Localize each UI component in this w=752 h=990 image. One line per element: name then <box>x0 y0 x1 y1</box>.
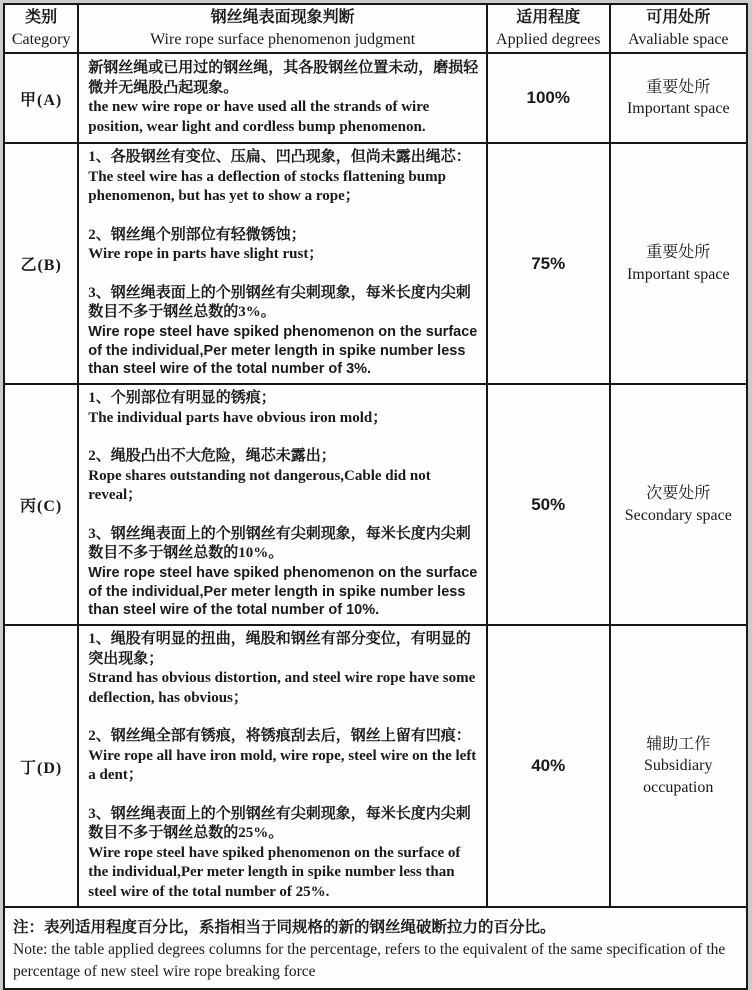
judgment-cell <box>78 143 487 384</box>
header-row <box>4 4 747 53</box>
judgment-line: The individual parts have obvious iron mold； <box>88 409 388 426</box>
judgment-line: 1、个别部位有明显的锈痕； <box>88 390 276 407</box>
table-body <box>4 53 747 907</box>
judgment-line: 3、钢丝绳表面上的个别钢丝有尖刺现象，每米长度内尖刺数目不多于钢丝总数的3%。 <box>88 284 471 321</box>
judgment-group <box>88 226 480 265</box>
judgment-line: Wire rope in parts have slight rust； <box>88 246 324 263</box>
judgment-group <box>88 59 480 137</box>
judgment-line: the new wire rope or have used all the strands of wire position, wear light and cordless bump phenomenon. <box>88 99 430 135</box>
header-judgment-en: Wire rope surface phenomenon judgment <box>150 30 416 48</box>
judgment-line: Wire rope steel have spiked phenomenon on the surface of the individual,Per meter length in spike number less than steel wire of the total number of 3%. <box>88 323 478 378</box>
header-category <box>4 4 78 53</box>
judgment-group <box>88 525 480 621</box>
header-judgment-zh: 钢丝绳表面现象判断 <box>210 9 355 26</box>
header-applied-zh: 适用程度 <box>516 9 581 26</box>
note-row <box>4 907 747 989</box>
available-space-cell <box>610 53 747 143</box>
header-applied-degrees <box>487 4 610 53</box>
note-cell <box>4 907 747 989</box>
judgment-group <box>88 805 480 903</box>
available-space-cell <box>610 143 747 384</box>
header-category-en: Category <box>11 30 71 48</box>
judgment-group <box>88 284 480 380</box>
applied-degree-cell: 100% <box>487 53 610 143</box>
judgment-line: 新钢丝绳或已用过的钢丝绳，其各股钢丝位置未动，磨损轻微并无绳股凸起现象。 <box>88 60 479 96</box>
note-text-zh: 注：表列适用程度百分比，系指相当于同规格的新的钢丝绳破断拉力的百分比。 <box>13 918 556 936</box>
table-row <box>4 384 747 625</box>
applied-degree-cell: 75% <box>487 143 610 384</box>
category-cell: 丁(D) <box>4 625 78 907</box>
judgment-cell <box>78 53 487 143</box>
table-row <box>4 625 747 907</box>
judgment-cell <box>78 384 487 625</box>
space-label-zh: 辅助工作 <box>646 735 711 753</box>
judgment-line: 2、钢丝绳个别部位有轻微锈蚀； <box>88 226 306 243</box>
space-label-zh: 次要处所 <box>646 485 711 503</box>
space-label-en: Important space <box>626 100 730 118</box>
judgment-group <box>88 389 480 428</box>
space-label-en: Important space <box>626 265 730 283</box>
judgment-line: 1、绳股有明显的扭曲，绳股和钢丝有部分变位，有明显的突出现象； <box>88 631 471 667</box>
judgment-line: 3、钢丝绳表面上的个别钢丝有尖刺现象，每米长度内尖刺数目不多于钢丝总数的10%。 <box>88 525 471 562</box>
judgment-line: Wire rope steel have spiked phenomenon on the surface of the individual,Per meter length in spike number less than steel wire of the total number of 25%. <box>88 844 461 900</box>
judgment-cell <box>78 625 487 907</box>
space-label-zh: 重要处所 <box>646 244 711 262</box>
space-label-zh: 重要处所 <box>646 78 711 96</box>
applied-degree-cell: 50% <box>487 384 610 625</box>
header-space-en: Avaliable space <box>627 30 729 48</box>
available-space-cell <box>610 625 747 907</box>
judgment-line: Strand has obvious distortion, and steel wire rope have some deflection, has obvious； <box>88 670 476 706</box>
space-label-en: Secondary space <box>624 506 732 524</box>
judgment-line: Rope shares outstanding not dangerous,Cable did not reveal； <box>88 467 431 504</box>
header-available-space <box>610 4 747 53</box>
header-judgment <box>78 4 487 53</box>
judgment-group <box>88 148 480 207</box>
space-label-en: Subsidiary occupation <box>643 757 714 797</box>
judgment-group <box>88 630 480 708</box>
header-category-zh: 类别 <box>25 9 58 26</box>
judgment-line: 2、绳股凸出不大危险，绳芯未露出； <box>88 448 336 465</box>
header-space-zh: 可用处所 <box>646 9 711 26</box>
judgment-group <box>88 447 480 506</box>
judgment-line: Wire rope steel have spiked phenomenon on the surface of the individual,Per meter length in spike number less than steel wire of the total number of 10%. <box>88 564 478 619</box>
category-cell: 乙(B) <box>4 143 78 384</box>
table-row <box>4 53 747 143</box>
applied-degree-cell: 40% <box>487 625 610 907</box>
header-applied-en: Applied degrees <box>496 30 601 48</box>
wire-rope-judgment-table <box>3 3 748 990</box>
note-text-en: Note: the table applied degrees columns for the percentage, refers to the equivalent of the same specification of the percentage of new steel wire rope breaking force <box>13 941 726 981</box>
judgment-line: 1、各股钢丝有变位、压扁、凹凸现象，但尚未露出绳芯： The steel wire has a deflection of stocks flattening bump phenomenon, but has yet to show a rope； <box>88 149 471 205</box>
judgment-group <box>88 727 480 786</box>
category-cell: 丙(C) <box>4 384 78 625</box>
judgment-line: 3、钢丝绳表面上的个别钢丝有尖刺现象，每米长度内尖刺数目不多于钢丝总数的25%。 <box>88 805 471 842</box>
available-space-cell <box>610 384 747 625</box>
judgment-line: 2、钢丝绳全部有锈痕，将锈痕刮去后，钢丝上留有凹痕： Wire rope all have iron mold, wire rope, steel wire on the left a dent； <box>88 728 477 784</box>
table-row <box>4 143 747 384</box>
category-cell: 甲(A) <box>4 53 78 143</box>
